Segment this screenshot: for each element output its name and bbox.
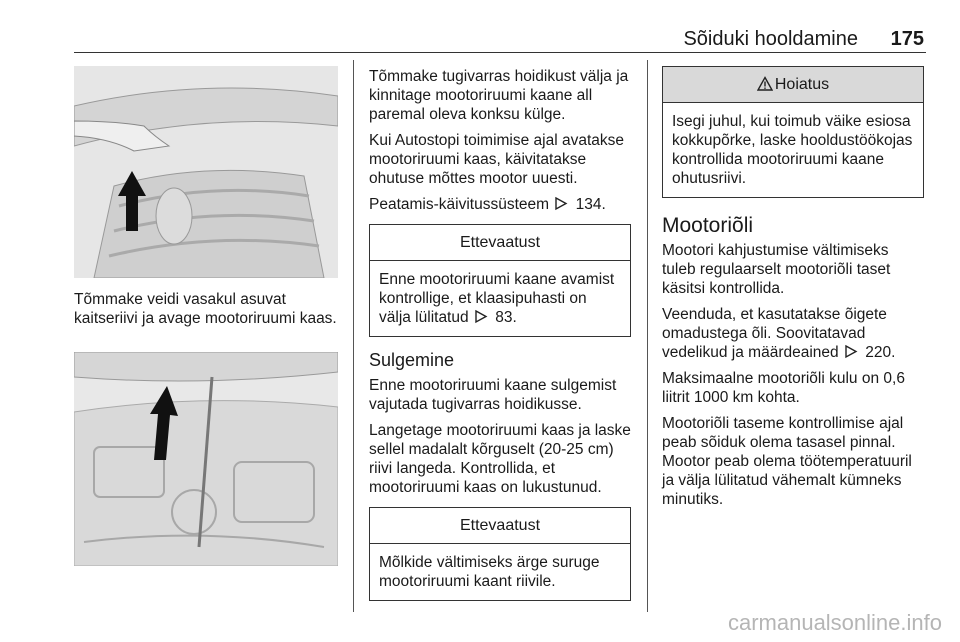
page-reference[interactable]: 220.: [865, 344, 896, 361]
caution-box: [369, 507, 631, 601]
illustration-caption: Tõmmake veidi vasakul asuvat kaitseriivi ja avage mootoriruumi kaas.: [74, 291, 337, 327]
page-title: Sõiduki hooldamine: [683, 28, 858, 50]
caution-body: [370, 261, 630, 336]
section-heading: Sulgemine: [369, 350, 455, 370]
column-2: [369, 67, 631, 613]
paragraph: [369, 195, 631, 214]
caution-body: Mõlkide vältimiseks ärge suruge mootoriruumi kaant riivile.: [379, 554, 600, 590]
page-reference[interactable]: 134.: [575, 196, 606, 213]
paragraph: Mootoriõli taseme kontrollimise ajal peab sõiduk olema tasasel pinnal. Mootor peab olema töötemperatuuril ja välja lülitatud vähemalt kümneks minutiks.: [662, 415, 912, 508]
column-divider: [353, 60, 354, 612]
paragraph-text: Veenduda, et kasutatakse õigete omadustega õli. Soovitatavad vedelikud ja määrdeained: [662, 306, 887, 361]
column-3: [662, 56, 924, 516]
caution-box: [369, 224, 631, 337]
paragraph: Tõmmake tugivarras hoidikust välja ja kinnitage mootoriruumi kaane all paremal oleva konksu külge.: [369, 68, 629, 123]
caution-title: Ettevaatust: [370, 225, 630, 261]
triangle-ref-icon: [553, 196, 569, 211]
paragraph: [662, 305, 924, 362]
page-reference[interactable]: 83.: [495, 309, 517, 326]
triangle-ref-icon: [473, 309, 489, 324]
paragraph: Kui Autostopi toimimise ajal avatakse mootoriruumi kaas, käivitatakse ohutuse mõttes mootor uuesti.: [369, 132, 625, 187]
warning-title: Hoiatus: [774, 76, 830, 93]
watermark: carmanualsonline.info: [727, 610, 942, 635]
warning-body: Isegi juhul, kui toimub väike esiosa kokkupõrke, laske hooldustöökojas kontrollida mootoriruumi kaane ohutusriivi.: [672, 113, 913, 187]
page-number: 175: [890, 28, 924, 50]
paragraph: Enne mootoriruumi kaane sulgemist vajutada tugivarras hoidikusse.: [369, 377, 617, 413]
paragraph: Maksimaalne mootoriõli kulu on 0,6 liitrit 1000 km kohta.: [662, 370, 905, 406]
hood-prop-rod-illustration: [74, 352, 338, 566]
header-rule: [74, 52, 926, 53]
caution-title: Ettevaatust: [370, 508, 630, 544]
warning-box: [662, 66, 924, 198]
caution-text: Enne mootoriruumi kaane avamist kontrollige, et klaasipuhasti on välja lülitatud: [379, 271, 615, 326]
column-divider: [647, 60, 648, 612]
section-heading: Mootoriõli: [662, 214, 754, 237]
hood-latch-illustration: [74, 66, 338, 278]
page-header: [74, 28, 926, 50]
paragraph: Mootori kahjustumise vältimiseks tuleb regulaarselt mootoriõli taset käsitsi kontrollida.: [662, 242, 891, 297]
warning-triangle-icon: [757, 76, 773, 91]
warning-header: [663, 67, 923, 103]
paragraph: Langetage mootoriruumi kaas ja laske sellel madalalt kõrguselt (20-25 cm) riivi langeda. Kontrollida, et mootoriruumi kaas on lukustunud.: [369, 422, 631, 496]
triangle-ref-icon: [843, 344, 859, 359]
paragraph-text: Peatamis-käivitussüsteem: [369, 196, 550, 213]
